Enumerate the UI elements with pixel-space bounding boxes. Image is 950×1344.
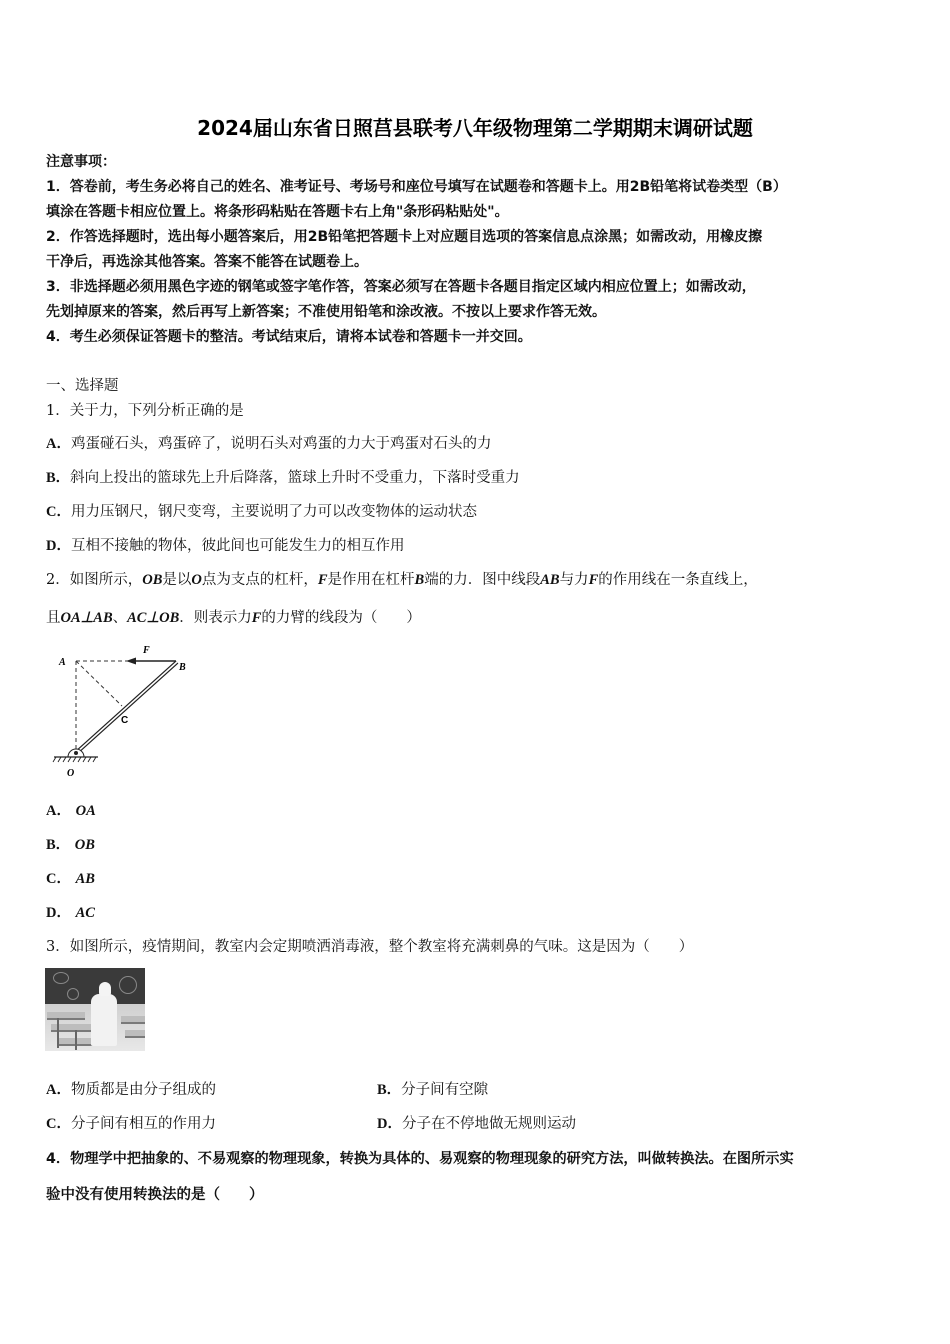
option-letter: D． bbox=[46, 905, 71, 921]
label-a: A bbox=[59, 657, 66, 668]
var-f: F bbox=[317, 572, 328, 588]
option-text: OA bbox=[75, 803, 96, 819]
option-text: 斜向上投出的篮球先上升后降落，篮球上升时不受重力，下落时受重力 bbox=[70, 470, 520, 486]
stem-text: 是作用在杠杆 bbox=[327, 572, 415, 588]
question-2-option-a bbox=[46, 801, 96, 821]
option-text: 互相不接触的物体，彼此间也可能发生力的相互作用 bbox=[70, 538, 405, 554]
question-4-stem-line-2: 验中没有使用转换法的是（ ） bbox=[46, 1187, 264, 1203]
question-1-option-a bbox=[46, 434, 491, 454]
question-2-stem-line-1 bbox=[46, 570, 758, 590]
notice-line-2: 填涂在答题卡相应位置上。将条形码粘贴在答题卡右上角"条形码粘贴处"。 bbox=[46, 204, 509, 220]
question-3-option-c bbox=[46, 1114, 216, 1134]
var-ac-perp-ob: AC⊥OB bbox=[127, 610, 180, 626]
label-o: O bbox=[67, 768, 75, 779]
option-text: AB bbox=[75, 871, 95, 887]
label-c: C bbox=[121, 715, 129, 726]
question-1-option-b bbox=[46, 468, 520, 488]
segment-ac bbox=[76, 661, 122, 706]
question-number: 2． bbox=[46, 572, 70, 588]
question-3-option-b bbox=[377, 1080, 488, 1100]
question-3-stem bbox=[46, 937, 693, 957]
question-text: 如图所示，疫情期间，教室内会定期喷洒消毒液，整个教室将充满刺鼻的气味。这是因为（ ） bbox=[69, 939, 694, 955]
question-3-option-a bbox=[46, 1080, 216, 1100]
desk bbox=[125, 1030, 145, 1038]
stem-text: 与力 bbox=[559, 572, 589, 588]
question-number: 4． bbox=[46, 1151, 71, 1167]
question-2-stem-line-2 bbox=[46, 608, 421, 628]
option-text: 分子间有相互的作用力 bbox=[70, 1116, 216, 1132]
question-text: 物理学中把抽象的、不易观察的物理现象，转换为具体的、易观察的物理现象的研究方法，叫做转换法。在图所示实 bbox=[70, 1151, 794, 1167]
page-title: 2024届山东省日照莒县联考八年级物理第二学期期末调研试题 bbox=[197, 116, 753, 140]
notice-line-6: 先划掉原来的答案，然后再写上新答案；不准使用铅笔和涂改液。不按以上要求作答无效。 bbox=[46, 304, 606, 320]
notice-line-7: 4．考生必须保证答题卡的整洁。考试结束后，请将本试卷和答题卡一并交回。 bbox=[46, 329, 532, 345]
question-1-option-c bbox=[46, 502, 477, 522]
stem-text: 且 bbox=[46, 610, 61, 626]
person-in-protective-suit bbox=[91, 994, 117, 1046]
option-letter: A． bbox=[46, 803, 71, 819]
option-letter: C． bbox=[46, 871, 71, 887]
question-text: 关于力，下列分析正确的是 bbox=[69, 403, 244, 419]
stem-text: 如图所示， bbox=[69, 572, 143, 588]
pivot-point bbox=[74, 751, 78, 755]
var-oa-perp-ab: OA⊥AB bbox=[60, 610, 113, 626]
stem-text: 端的力．图中线段 bbox=[424, 572, 541, 588]
board-drawing bbox=[119, 976, 137, 994]
notice-line-3: 2．作答选择题时，选出每小题答案后，用2B铅笔把答题卡上对应题目选项的答案信息点涂黑；如需改动，用橡皮擦 bbox=[46, 229, 763, 245]
var-b: B bbox=[414, 572, 425, 588]
var-f: F bbox=[588, 572, 599, 588]
notice-line-5: 3．非选择题必须用黑色字迹的钢笔或签字笔作答，答案必须写在答题卡各题目指定区域内相应位置上；如需改动， bbox=[46, 279, 756, 295]
option-text: 物质都是由分子组成的 bbox=[70, 1082, 216, 1098]
option-text: 分子间有空隙 bbox=[401, 1082, 489, 1098]
ground-hatch bbox=[53, 757, 96, 762]
stem-text: 、 bbox=[112, 610, 128, 626]
var-ab: AB bbox=[540, 572, 560, 588]
question-3-option-d bbox=[377, 1114, 576, 1134]
question-4-stem-line-1 bbox=[46, 1149, 794, 1169]
question-2-option-b bbox=[46, 835, 95, 855]
option-letter: D． bbox=[46, 538, 71, 554]
option-text: 分子在不停地做无规则运动 bbox=[401, 1116, 576, 1132]
var-f: F bbox=[251, 610, 262, 626]
option-letter: C． bbox=[46, 504, 71, 520]
question-2-option-c bbox=[46, 869, 95, 889]
option-letter: B． bbox=[46, 470, 71, 486]
person-hood bbox=[99, 982, 111, 996]
question-1-stem bbox=[46, 401, 244, 421]
label-f: F bbox=[143, 645, 150, 656]
option-letter: C． bbox=[46, 1116, 71, 1132]
lever-diagram bbox=[46, 645, 196, 780]
option-letter: A． bbox=[46, 436, 71, 452]
desk bbox=[121, 1016, 145, 1024]
desk bbox=[47, 1012, 85, 1020]
question-number: 3． bbox=[46, 939, 70, 955]
question-number: 1． bbox=[46, 403, 70, 419]
stem-text: 是以 bbox=[162, 572, 192, 588]
option-text: 用力压钢尺，钢尺变弯，主要说明了力可以改变物体的运动状态 bbox=[70, 504, 477, 520]
stem-text: 的作用线在一条直线上， bbox=[598, 572, 758, 588]
option-text: AC bbox=[75, 905, 95, 921]
force-arrow-icon bbox=[126, 658, 136, 665]
option-text: 鸡蛋碰石头，鸡蛋碎了，说明石头对鸡蛋的力大于鸡蛋对石头的力 bbox=[70, 436, 492, 452]
desk-leg bbox=[57, 1018, 59, 1048]
notice-line-4: 干净后，再选涂其他答案。答案不能答在试题卷上。 bbox=[46, 254, 368, 270]
var-ob: OB bbox=[142, 572, 163, 588]
option-letter: B． bbox=[377, 1082, 402, 1098]
classroom-disinfection-photo bbox=[45, 968, 145, 1051]
option-letter: D． bbox=[377, 1116, 402, 1132]
option-letter: A． bbox=[46, 1082, 71, 1098]
stem-text: 点为支点的杠杆， bbox=[201, 572, 318, 588]
notice-heading: 注意事项： bbox=[46, 154, 116, 170]
stem-text: 的力臂的线段为（ ） bbox=[261, 610, 421, 626]
option-text: OB bbox=[74, 837, 95, 853]
label-b: B bbox=[179, 662, 186, 673]
question-2-option-d bbox=[46, 903, 95, 923]
notice-line-1: 1．答卷前，考生务必将自己的姓名、准考证号、考场号和座位号填写在试题卷和答题卡上。用2B铅笔将试卷类型（B） bbox=[46, 179, 787, 195]
var-o: O bbox=[191, 572, 202, 588]
board-drawing bbox=[53, 972, 69, 984]
board-drawing bbox=[67, 988, 79, 1000]
question-1-option-d bbox=[46, 536, 404, 556]
desk-leg bbox=[75, 1030, 77, 1050]
option-letter: B． bbox=[46, 837, 71, 853]
stem-text: ．则表示力 bbox=[179, 610, 252, 626]
section-heading: 一、选择题 bbox=[46, 378, 119, 394]
